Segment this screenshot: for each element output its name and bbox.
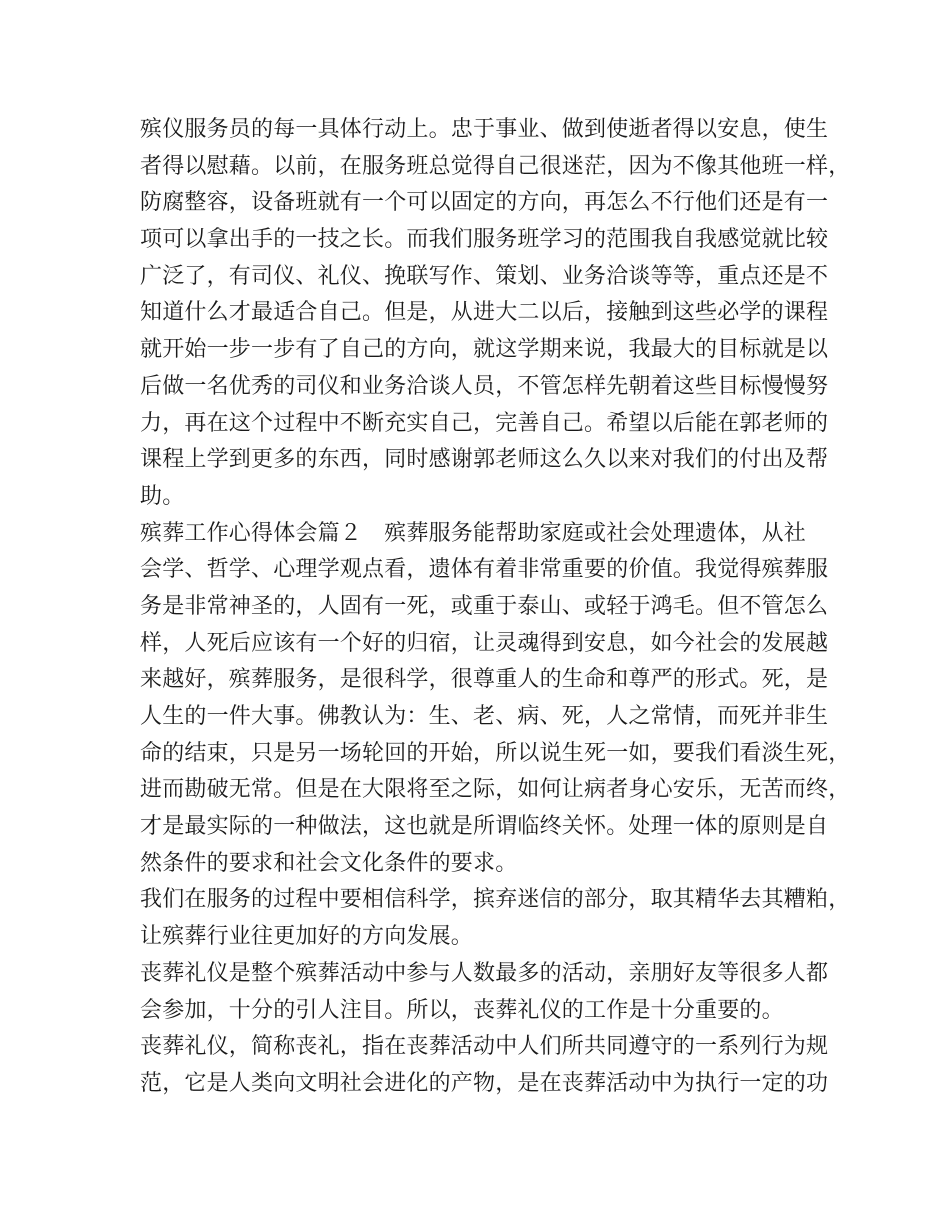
- text-line: 然条件的要求和社会文化条件的要求。: [140, 850, 518, 876]
- text-line: 课程上学到更多的东西，同时感谢郭老师这么久以来对我们的付出及帮: [140, 447, 829, 473]
- text-line: 进而勘破无常。但是在大限将至之际，如何让病者身心安乐，无苦而终，: [140, 777, 851, 803]
- text-line: 就开始一步一步有了自己的方向，就这学期来说，我最大的目标就是以: [140, 337, 829, 363]
- text-line: 样，人死后应该有一个好的归宿，让灵魂得到安息，如今社会的发展越: [140, 630, 829, 656]
- text-line: 范，它是人类向文明社会进化的产物，是在丧葬活动中为执行一定的功: [140, 1070, 829, 1096]
- text-line: 会参加，十分的引人注目。所以，丧葬礼仪的工作是十分重要的。: [140, 997, 784, 1023]
- text-line: 人生的一件大事。佛教认为：生、老、病、死，人之常情，而死并非生: [140, 704, 829, 729]
- text-line: 者得以慰藉。以前，在服务班总觉得自己很迷茫，因为不像其他班一样，: [140, 153, 851, 179]
- text-line: 防腐整容，设备班就有一个可以固定的方向，再怎么不行他们还是有一: [140, 190, 829, 216]
- text-line: 丧葬礼仪，简称丧礼，指在丧葬活动中人们所共同遵守的一系列行为规: [140, 1034, 829, 1060]
- text-line: 项可以拿出手的一技之长。而我们服务班学习的范围我自我感觉就比较: [140, 227, 829, 253]
- text-line: 助。: [140, 483, 185, 509]
- text-line: 来越好，殡葬服务，是很科学，很尊重人的生命和尊严的形式。死，是: [140, 667, 829, 693]
- text-line: 会学、哲学、心理学观点看，遗体有着非常重要的价值。我觉得殡葬服: [140, 557, 829, 583]
- text-line: 务是非常神圣的，人固有一死，或重于泰山、或轻于鸿毛。但不管怎么: [140, 593, 829, 619]
- text-line: 殡仪服务员的每一具体行动上。忠于事业、做到使逝者得以安息，使生: [140, 117, 829, 142]
- text-line: 命的结束，只是另一场轮回的开始，所以说生死一如，要我们看淡生死，: [140, 740, 851, 766]
- section-heading-line: 殡葬工作心得体会篇２ 殡葬服务能帮助家庭或社会处理遗体，从社: [140, 520, 807, 546]
- text-line: 后做一名优秀的司仪和业务洽谈人员，不管怎样先朝着这些目标慢慢努: [140, 373, 829, 399]
- text-line: 才是最实际的一种做法，这也就是所谓临终关怀。处理一体的原则是自: [140, 814, 829, 840]
- document-body: [140, 112, 851, 1103]
- text-line: 广泛了，有司仪、礼仪、挽联写作、策划、业务洽谈等等，重点还是不: [140, 263, 829, 289]
- text-line: 力，再在这个过程中不断充实自己，完善自己。希望以后能在郭老师的: [140, 410, 829, 436]
- text-line: 知道什么才最适合自己。但是，从进大二以后，接触到这些必学的课程: [140, 300, 829, 326]
- text-line: 让殡葬行业往更加好的方向发展。: [140, 924, 474, 950]
- text-line: 我们在服务的过程中要相信科学，摈弃迷信的部分，取其精华去其糟粕，: [140, 887, 851, 913]
- text-line: 丧葬礼仪是整个殡葬活动中参与人数最多的活动，亲朋好友等很多人都: [140, 960, 829, 986]
